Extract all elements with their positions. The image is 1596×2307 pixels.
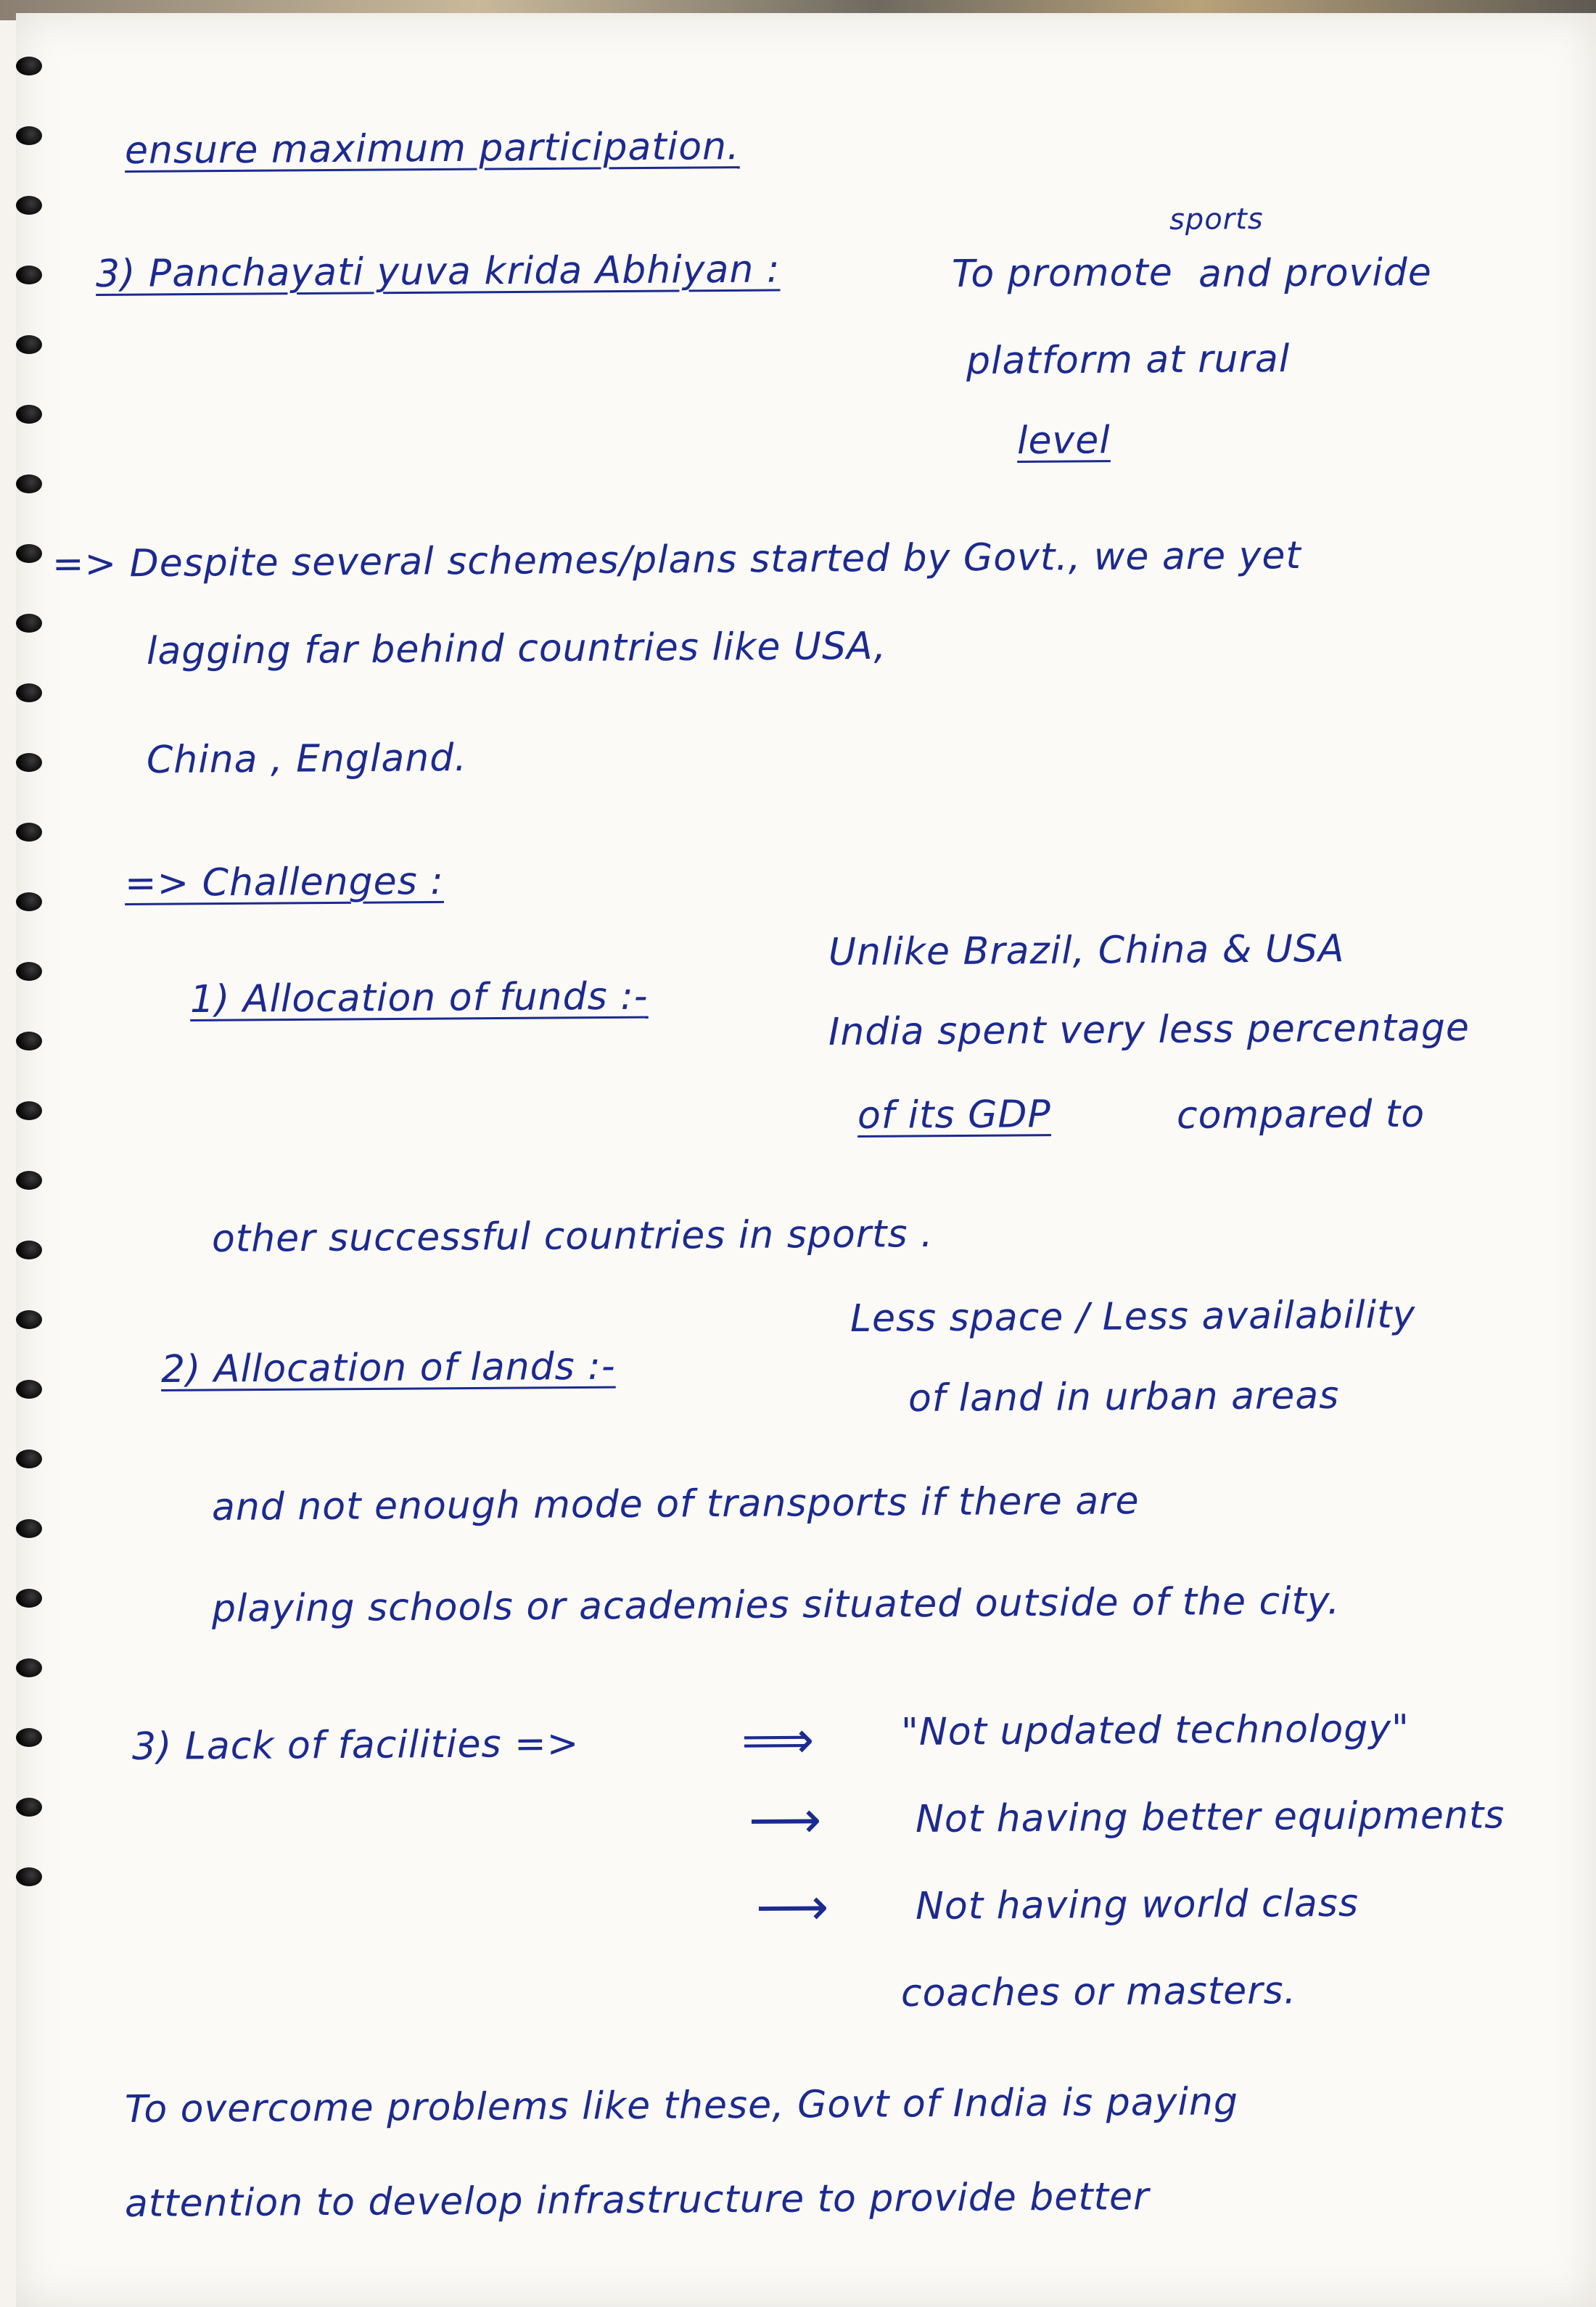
- challenge-3-item-3: Not having world class: [915, 1881, 1360, 1928]
- scheme-desc-line3: level: [1016, 419, 1111, 463]
- spiral-ring: [16, 1519, 42, 1538]
- challenge-1-text-d: other successful countries in sports .: [211, 1212, 934, 1261]
- challenge-2-text-b: of land in urban areas: [908, 1373, 1340, 1420]
- spiral-ring: [16, 266, 42, 284]
- arrow-2: ⟶: [748, 1790, 823, 1850]
- challenge-2-title: 2) Allocation of lands :-: [160, 1344, 616, 1391]
- challenge-3-item-1: "Not updated technology": [900, 1707, 1410, 1754]
- conclusion-line-2: attention to develop infrastructure to provide better: [124, 2175, 1150, 2226]
- spiral-ring: [16, 1032, 42, 1050]
- scheme-desc-start: To promote: [951, 250, 1173, 296]
- spiral-binding: [16, 57, 45, 2015]
- arrow-3: ⟶: [755, 1877, 830, 1937]
- spiral-ring: [16, 1241, 42, 1259]
- challenge-1-title: 1) Allocation of funds :-: [189, 974, 649, 1021]
- spiral-ring: [16, 1101, 42, 1120]
- spiral-ring: [16, 1798, 42, 1817]
- scheme-desc-end: and provide: [1198, 250, 1432, 296]
- spiral-ring: [16, 1658, 42, 1677]
- arrow-1: ⟹: [741, 1710, 815, 1770]
- conclusion-line-1: To overcome problems like these, Govt of India is paying: [124, 2080, 1239, 2131]
- spiral-ring: [16, 544, 42, 563]
- spiral-ring: [16, 57, 42, 75]
- challenge-3-item-2: Not having better equipments: [915, 1793, 1505, 1841]
- spiral-ring: [16, 892, 42, 911]
- line-ensure-participation: ensure maximum participation.: [124, 125, 740, 173]
- spiral-ring: [16, 1171, 42, 1190]
- spiral-ring: [16, 753, 42, 772]
- lagging-line: lagging far behind countries like USA,: [146, 624, 887, 673]
- spiral-ring: [16, 823, 42, 842]
- challenge-1-text-a: Unlike Brazil, China & USA: [828, 927, 1345, 974]
- challenge-2-text-d: playing schools or academies situated outside of the city.: [211, 1579, 1341, 1631]
- spiral-ring: [16, 1589, 42, 1608]
- challenge-1-text-c: compared to: [1176, 1092, 1426, 1138]
- scheme-insert-sports: sports: [1169, 202, 1264, 237]
- spiral-ring: [16, 126, 42, 145]
- spiral-ring: [16, 1310, 42, 1329]
- scheme-title: 3) Panchayati yuva krida Abhiyan :: [95, 247, 781, 296]
- spiral-ring: [16, 1380, 42, 1399]
- spiral-ring: [16, 335, 42, 354]
- challenges-heading: => Challenges :: [124, 859, 444, 905]
- countries-line: China , England.: [146, 736, 467, 782]
- spiral-ring: [16, 1449, 42, 1468]
- challenge-3-title: 3) Lack of facilities =>: [131, 1722, 580, 1769]
- challenge-3-item-3-cont: coaches or masters.: [900, 1969, 1297, 2015]
- challenge-1-gdp: of its GDP: [857, 1093, 1052, 1138]
- challenge-1-text-b: India spent very less percentage: [828, 1006, 1470, 1054]
- challenge-2-text-c: and not enough mode of transports if there are: [211, 1479, 1140, 1529]
- scheme-desc-line2: platform at rural: [966, 337, 1291, 383]
- notebook-page: [16, 13, 1596, 2307]
- spiral-ring: [16, 614, 42, 633]
- spiral-ring: [16, 196, 42, 215]
- spiral-ring: [16, 683, 42, 702]
- spiral-ring: [16, 1728, 42, 1747]
- challenge-2-text-a: Less space / Less availability: [850, 1293, 1416, 1341]
- spiral-ring: [16, 962, 42, 981]
- spiral-ring: [16, 474, 42, 493]
- despite-line: => Despite several schemes/plans started by Govt., we are yet: [52, 533, 1301, 586]
- spiral-ring: [16, 405, 42, 424]
- spiral-ring: [16, 1867, 42, 1886]
